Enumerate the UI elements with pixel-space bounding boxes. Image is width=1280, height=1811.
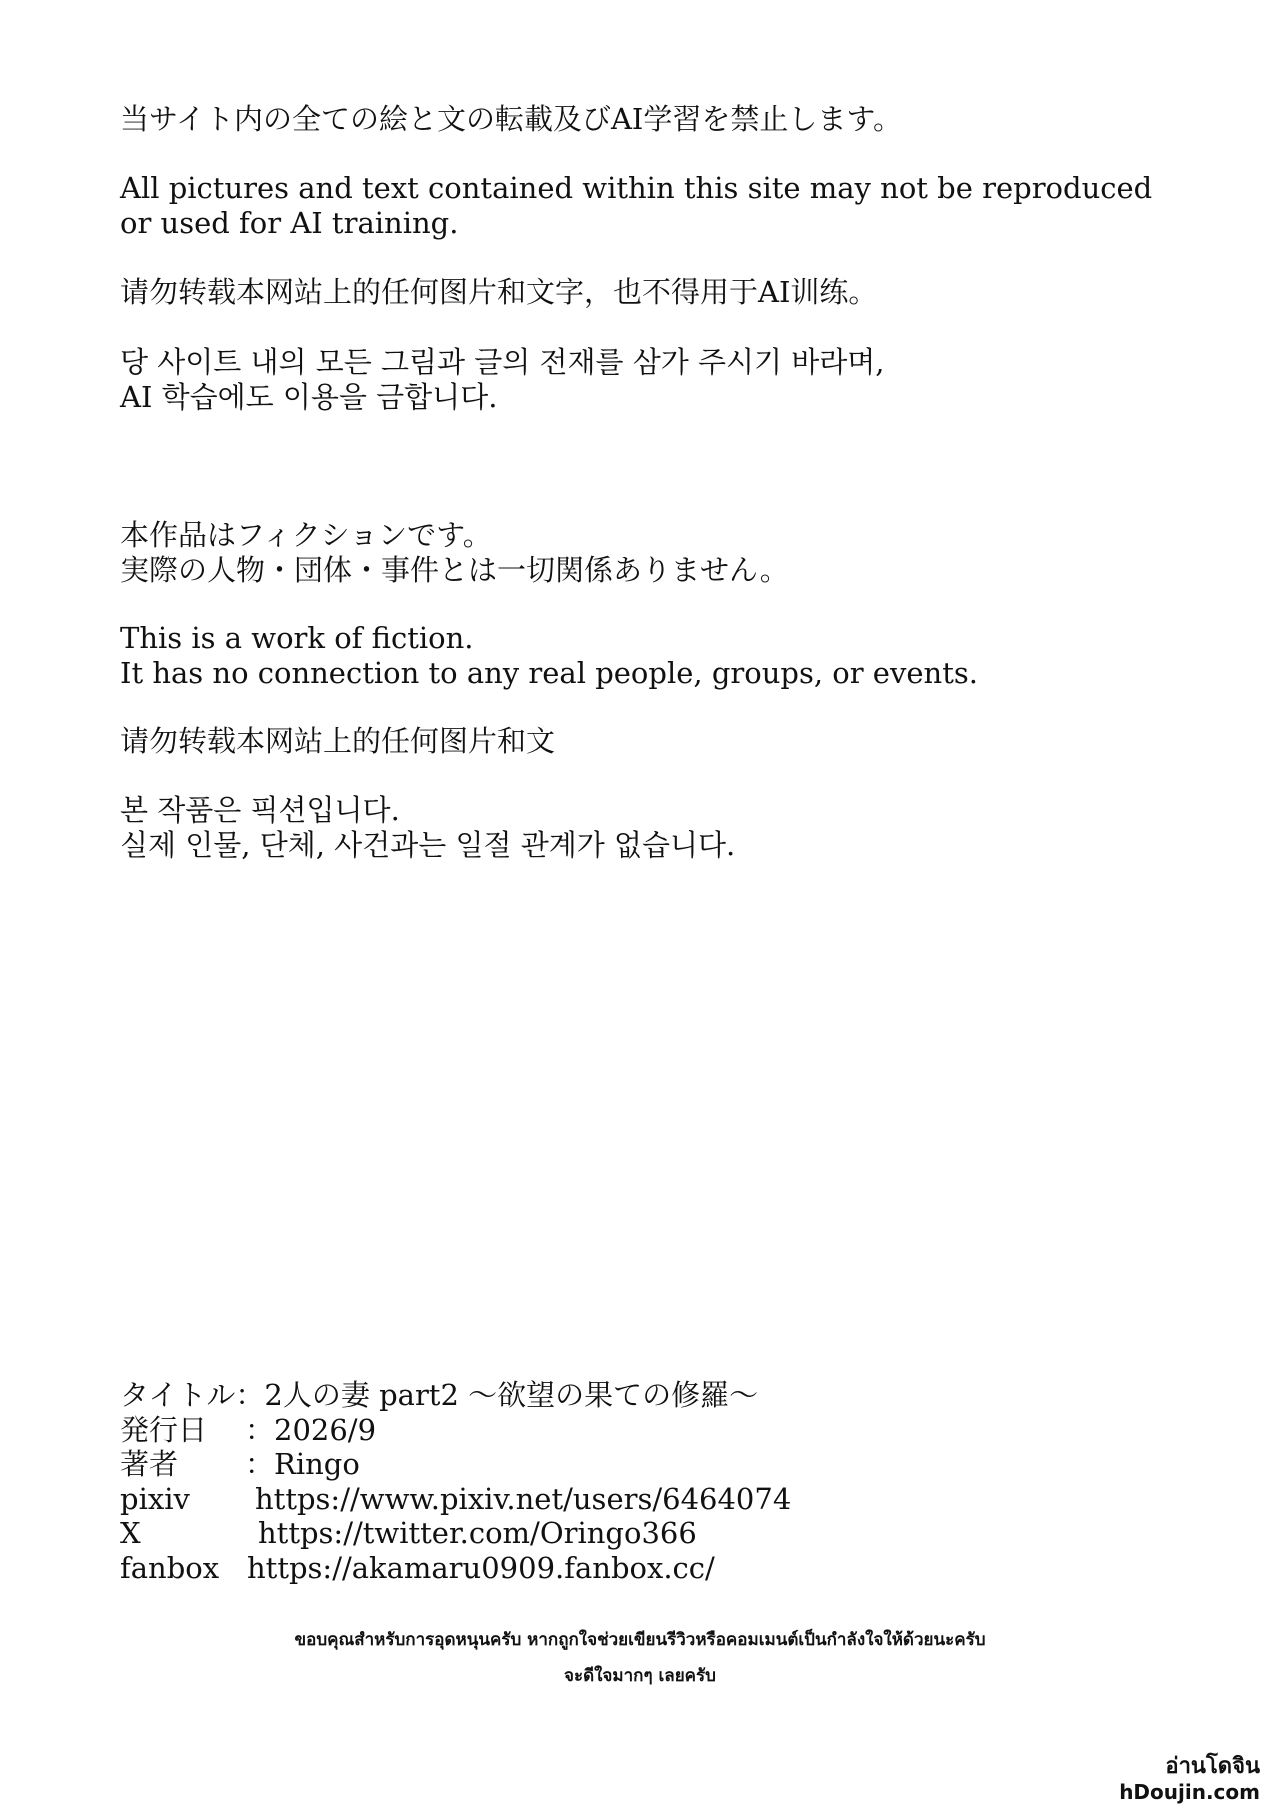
notice-japanese <box>120 102 1170 137</box>
colophon-date-row <box>120 1413 1170 1448</box>
colophon-author-value: ：Ringo <box>245 1447 360 1481</box>
colophon-pixiv-row <box>120 1482 1170 1517</box>
watermark-thai: อ่านโดจิน <box>1165 1754 1260 1779</box>
notice-ja-line: 当サイト内の全ての絵と文の転載及びAI学習を禁止します。 <box>120 102 903 136</box>
notice-ko-line-2: AI 학습에도 이용을 금합니다. <box>120 380 498 414</box>
notice-en-line-1: All pictures and text contained within this site may not be reproduced <box>120 171 1153 205</box>
colophon-fanbox-row <box>120 1551 1170 1586</box>
colophon-title-row <box>120 1378 1170 1413</box>
fiction-ko-line-2: 실제 인물, 단체, 사건과는 일절 관계가 없습니다. <box>120 828 736 862</box>
colophon-title-key: タイトル： <box>120 1378 265 1412</box>
fiction-ko-line-1: 본 작품은 픽션입니다. <box>120 793 400 827</box>
fiction-zh-line: 请勿转载本网站上的任何图片和文 <box>120 724 556 758</box>
notice-korean <box>120 345 1170 415</box>
colophon-fanbox-link: https://akamaru0909.fanbox.cc/ <box>247 1550 715 1585</box>
colophon-date-value: ：2026/9 <box>245 1412 377 1447</box>
colophon-x-row <box>120 1516 1170 1551</box>
notice-chinese <box>120 275 1170 310</box>
fiction-en-line-2: It has no connection to any real people, groups, or events. <box>120 656 978 690</box>
notice-ko-line-1: 당 사이트 내의 모든 그림과 글의 전재를 삼가 주시기 바라며, <box>120 345 885 379</box>
thai-thanks-line-2: จะดีใจมากๆ เลยครับ <box>564 1666 716 1686</box>
fiction-ja-line-2: 実際の人物・団体・事件とは一切関係ありません。 <box>120 553 789 587</box>
colophon-fanbox-key: fanbox <box>120 1550 220 1585</box>
watermark-site: hDoujin.com <box>1119 1780 1260 1804</box>
notice-zh-line: 请勿转载本网站上的任何图片和文字，也不得用于AI训练。 <box>120 275 878 309</box>
fiction-ja-line-1: 本作品はフィクションです。 <box>120 518 492 552</box>
fiction-korean <box>120 793 1170 863</box>
colophon-author-row <box>120 1447 1170 1482</box>
colophon-author-key: 著者 <box>120 1447 179 1481</box>
colophon-date-key: 発行日 <box>120 1412 208 1447</box>
fiction-english <box>120 621 1170 691</box>
fiction-japanese <box>120 518 1170 588</box>
colophon <box>120 1378 1170 1585</box>
colophon-x-link: https://twitter.com/Oringo366 <box>258 1516 697 1550</box>
notice-en-line-2: or used for AI training. <box>120 206 459 240</box>
colophon-pixiv-key: pixiv <box>120 1481 190 1516</box>
colophon-pixiv-link: https://www.pixiv.net/users/6464074 <box>255 1481 792 1516</box>
colophon-x-key: X <box>120 1516 141 1550</box>
fiction-en-line-1: This is a work of fiction. <box>120 621 474 655</box>
notice-english <box>120 171 1170 241</box>
colophon-title-value: 2人の妻 part2 ～欲望の果ての修羅～ <box>264 1378 759 1412</box>
thai-thanks-line-1: ขอบคุณสำหรับการอุดหนุนครับ หากถูกใจช่วยเขียนรีวิวหรือคอมเมนต์เป็นกำลังใจให้ด้วยนะครับ <box>294 1630 986 1650</box>
fiction-chinese <box>120 724 1170 759</box>
